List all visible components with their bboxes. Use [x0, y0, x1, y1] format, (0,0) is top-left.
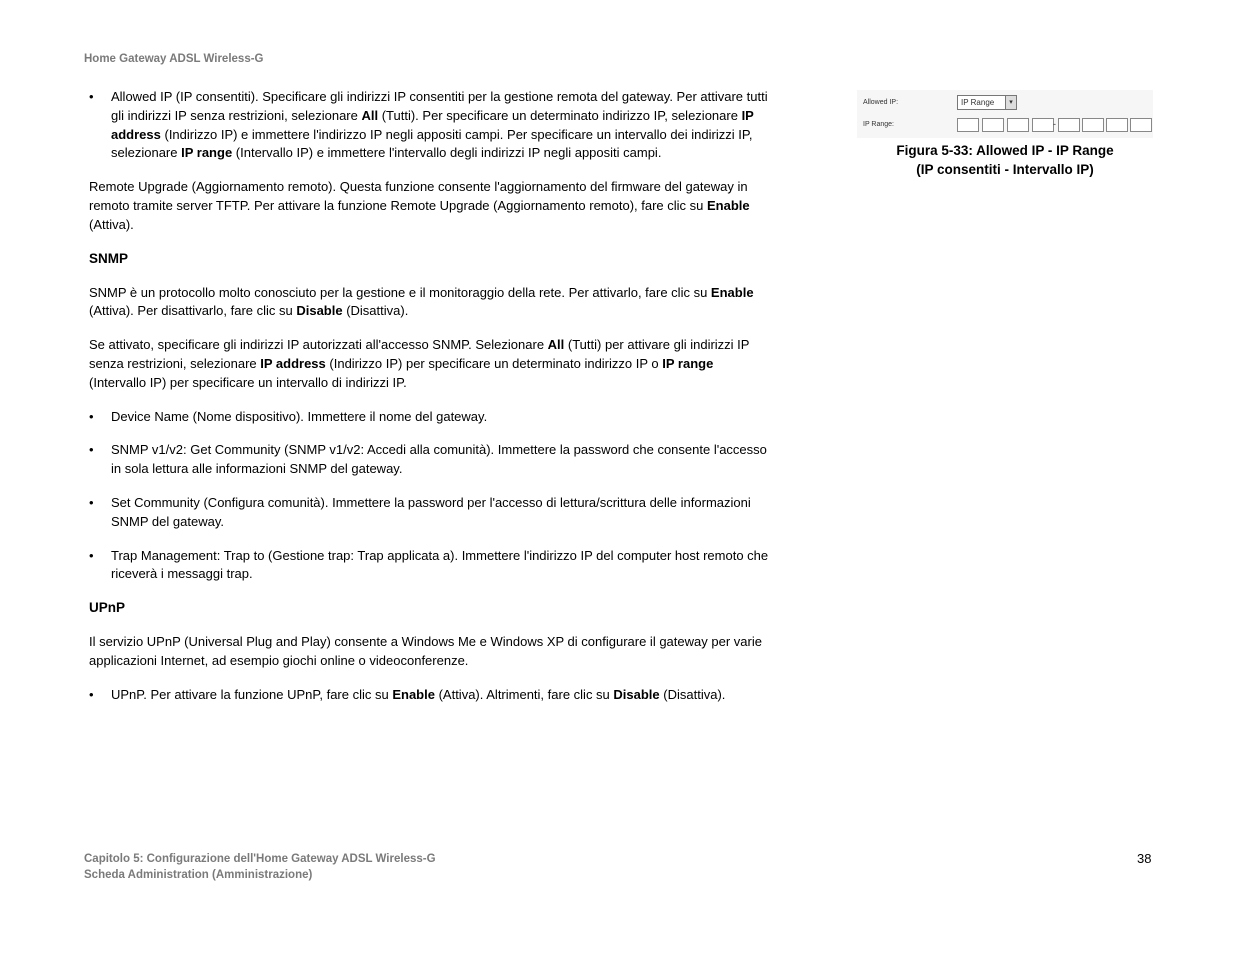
- select-value: IP Range: [961, 98, 995, 107]
- figure-caption: Figura 5-33: Allowed IP - IP Range (IP consentiti - Intervallo IP): [896, 143, 1114, 177]
- running-footer: Capitolo 5: Configurazione dell'Home Gateway ADSL Wireless-G Scheda Administration (Amministrazione): [84, 853, 436, 881]
- bullet-dot: •: [89, 547, 94, 563]
- ip-range-field[interactable]: [1082, 118, 1104, 132]
- ip-range-field[interactable]: [1032, 118, 1054, 132]
- main-content: [89, 88, 769, 720]
- bullet-upnp: • UPnP. Per attivare la funzione UPnP, fare clic su Enable (Attiva). Altrimenti, fare clic su Disable (Disattiva).: [89, 686, 769, 705]
- figure-allowed-ip: [857, 90, 1155, 179]
- ip-range-field[interactable]: [1007, 118, 1029, 132]
- ip-range-field[interactable]: [1058, 118, 1080, 132]
- ip-range-field[interactable]: [1130, 118, 1152, 132]
- bullet-dot: •: [89, 442, 94, 458]
- figure-screenshot: [857, 90, 1153, 138]
- paragraph-snmp-intro: SNMP è un protocollo molto conosciuto per la gestione e il monitoraggio della rete. Per attivarlo, fare clic su Enable (Attiva). Per disattivarlo, fare clic su Disable (Disattiva).: [89, 284, 754, 319]
- ip-range-label: IP Range:: [863, 121, 895, 128]
- range-dash: -: [1053, 119, 1056, 129]
- ip-range-field[interactable]: [982, 118, 1004, 132]
- chevron-down-icon: ▾: [1005, 96, 1016, 109]
- running-header: Home Gateway ADSL Wireless-G: [84, 53, 264, 65]
- heading-snmp: SNMP: [89, 250, 129, 266]
- paragraph-remote-upgrade: Remote Upgrade (Aggiornamento remoto). Questa funzione consente l'aggiornamento del firmware del gateway in remoto tramite server TFTP. Per attivare la funzione Remote Upgrade (Aggiornamento remoto), fare clic su Enable (Attiva).: [89, 179, 750, 232]
- ip-range-field[interactable]: [1106, 118, 1128, 132]
- bullet-allowed-ip: • Allowed IP (IP consentiti). Specificare gli indirizzi IP consentiti per la gestione remota del gateway. Per attivare tutti gli indirizzi IP senza restrizioni, selezionare All (Tutti). Per specificare un determinato indirizzo IP, selezionare IP address (Indirizzo IP) e immettere l'indirizzo IP negli appositi campi. Per specificare un intervallo dei indirizzi IP, selezionare IP range (Intervallo IP) e immettere l'intervallo degli indirizzi IP negli appositi campi.: [89, 89, 768, 161]
- paragraph-upnp: Il servizio UPnP (Universal Plug and Play) consente a Windows Me e Windows XP di configurare il gateway per varie applicazioni Internet, ad esempio giochi online o videoconferenze.: [89, 634, 762, 668]
- bullet-device-name: • Device Name (Nome dispositivo). Immettere il nome del gateway.: [89, 408, 769, 427]
- bullet-get-community: • SNMP v1/v2: Get Community (SNMP v1/v2: Accedi alla comunità). Immettere la password che consente l'accesso in sola lettura alle informazioni SNMP del gateway.: [89, 442, 767, 477]
- bullet-dot: •: [89, 686, 94, 702]
- heading-upnp: UPnP: [89, 600, 126, 616]
- bullet-dot: •: [89, 408, 94, 424]
- paragraph-snmp-access: Se attivato, specificare gli indirizzi IP autorizzati all'accesso SNMP. Selezionare All (Tutti) per attivare gli indirizzi IP senza restrizioni, selezionare IP address (Indirizzo IP) per specificare un determinato indirizzo IP o IP range (Intervallo IP) per specificare un intervallo di indirizzi IP.: [89, 337, 750, 390]
- allowed-ip-label: Allowed IP:: [863, 99, 899, 106]
- ip-range-field[interactable]: [957, 118, 979, 132]
- bullet-trap-management: • Trap Management: Trap to (Gestione trap: Trap applicata a). Immettere l'indirizzo IP del computer host remoto che riceverà i messaggi trap.: [89, 547, 769, 582]
- bullet-set-community: • Set Community (Configura comunità). Immettere la password per l'accesso di lettura/scrittura delle informazioni SNMP del gateway.: [89, 494, 751, 529]
- bullet-dot: •: [89, 89, 94, 104]
- bullet-dot: •: [89, 494, 94, 510]
- page-number: 38: [1137, 851, 1152, 866]
- allowed-ip-select[interactable]: [957, 95, 1017, 110]
